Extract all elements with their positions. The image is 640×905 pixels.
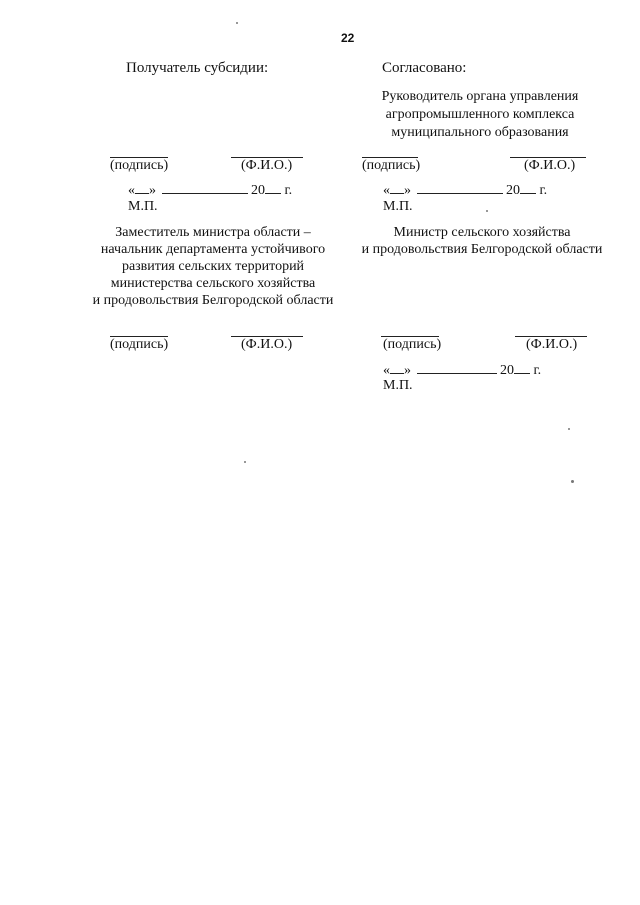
title-line: развития сельских территорий: [121, 259, 305, 274]
scan-speck: [244, 461, 246, 463]
scan-speck: [486, 210, 488, 212]
title-line: министерства сельского хозяйства: [110, 276, 316, 291]
signature-label: (подпись): [110, 158, 169, 173]
title-line: и продовольствия Белгородской области: [92, 293, 334, 308]
title-line: Министр сельского хозяйства: [393, 225, 571, 240]
deputy-minister-title: [86, 224, 340, 309]
title-line: начальник департамента устойчивого: [100, 242, 326, 257]
quote-close: »: [149, 183, 156, 198]
year-suffix: г.: [539, 183, 548, 198]
title-line: агропромышленного комплекса: [385, 107, 575, 122]
title-line: Заместитель министра области –: [115, 225, 311, 240]
year-prefix: 20: [251, 183, 265, 198]
signature-label: (подпись): [110, 337, 169, 352]
quote-close: »: [404, 183, 411, 198]
stamp-label: М.П.: [383, 199, 413, 214]
scan-speck: [568, 428, 570, 430]
title-line: муниципального образования: [391, 125, 569, 140]
recipient-header: Получатель субсидии:: [126, 60, 269, 76]
signature-label: (подпись): [362, 158, 421, 173]
year-prefix: 20: [506, 183, 520, 198]
date-line: [383, 183, 547, 199]
minister-title: [354, 224, 610, 258]
quote-open: «: [383, 183, 390, 198]
quote-open: «: [128, 183, 135, 198]
quote-open: «: [383, 363, 390, 378]
approved-header: Согласовано:: [382, 60, 467, 76]
date-line: [128, 183, 292, 199]
title-line: Руководитель органа управления: [381, 89, 579, 104]
title-line: и продовольствия Белгородской области: [361, 242, 603, 257]
signature-label: (подпись): [383, 337, 442, 352]
quote-close: »: [404, 363, 411, 378]
page-number: 22: [341, 31, 355, 45]
fio-label: (Ф.И.О.): [526, 337, 578, 352]
stamp-label: М.П.: [383, 378, 413, 393]
head-of-agency-title: [365, 88, 595, 142]
scan-speck: [571, 480, 574, 483]
scan-speck: [236, 22, 238, 24]
fio-label: (Ф.И.О.): [241, 337, 293, 352]
date-line: [383, 363, 541, 379]
fio-label: (Ф.И.О.): [241, 158, 293, 173]
year-suffix: г.: [284, 183, 293, 198]
year-prefix: 20: [500, 363, 514, 378]
year-suffix: г.: [533, 363, 542, 378]
fio-label: (Ф.И.О.): [524, 158, 576, 173]
stamp-label: М.П.: [128, 199, 158, 214]
